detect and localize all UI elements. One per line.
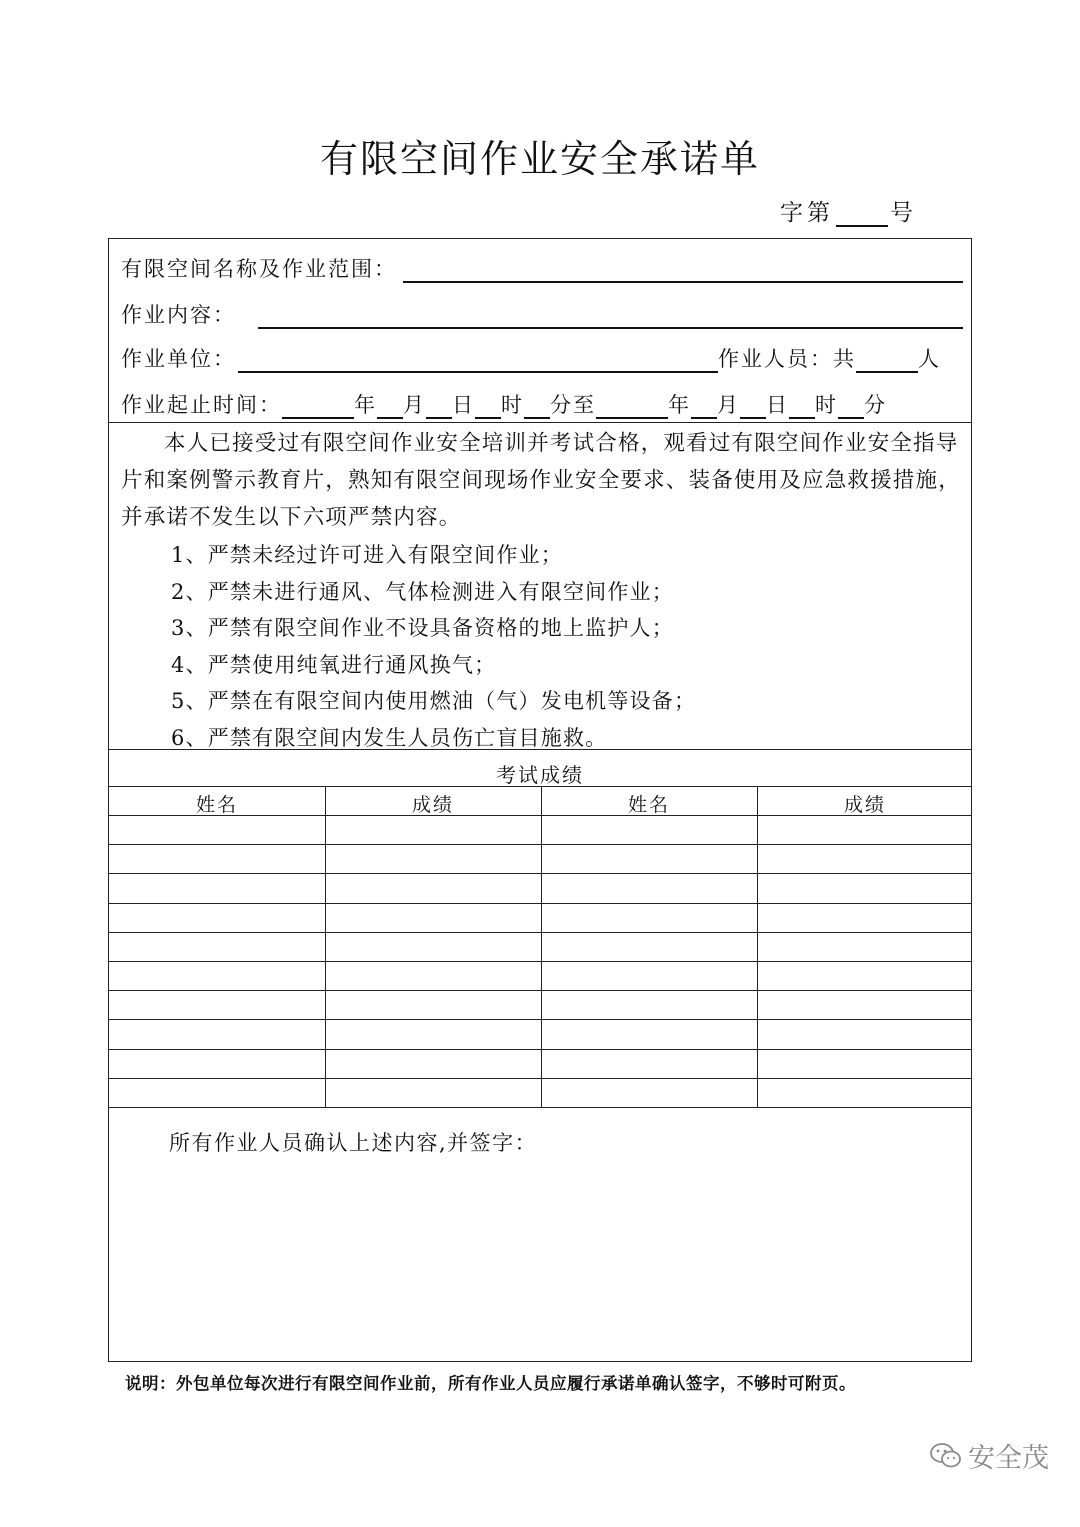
doc-no-suffix: 号 (890, 200, 917, 226)
score-cell[interactable] (757, 903, 973, 932)
name-cell[interactable] (541, 1078, 757, 1107)
prohibition-list (171, 537, 696, 756)
name-cell[interactable] (541, 873, 757, 902)
score-cell[interactable] (757, 990, 973, 1019)
prohibition-item: 5、严禁在有限空间内使用燃油（气）发电机等设备； (171, 689, 697, 713)
end-hour-field[interactable] (789, 395, 815, 419)
start-month-field[interactable] (377, 395, 403, 419)
space-name-label: 有限空间名称及作业范围： (121, 257, 397, 281)
commitment-form (108, 238, 972, 1362)
start-minute-field[interactable] (524, 395, 550, 419)
score-cell[interactable] (757, 873, 973, 902)
name-cell[interactable] (541, 990, 757, 1019)
score-cell[interactable] (757, 932, 973, 961)
name-cell[interactable] (109, 815, 325, 844)
score-cell[interactable] (325, 1049, 541, 1078)
personnel-label: 作业人员：共 (718, 347, 856, 371)
score-cell[interactable] (325, 873, 541, 902)
commitment-intro (121, 425, 971, 536)
document-number (780, 194, 917, 227)
score-cell[interactable] (757, 1078, 973, 1107)
wechat-icon (930, 1442, 962, 1470)
day-label: 日 (766, 393, 789, 417)
end-month-field[interactable] (691, 395, 717, 419)
col-header-score: 成绩 (843, 794, 886, 816)
score-cell[interactable] (325, 844, 541, 873)
prohibition-item: 6、严禁有限空间内发生人员伤亡盲目施救。 (171, 725, 608, 750)
name-cell[interactable] (109, 873, 325, 902)
name-cell[interactable] (541, 815, 757, 844)
score-cell[interactable] (757, 844, 973, 873)
end-minute-field[interactable] (838, 395, 864, 419)
time-label: 作业起止时间： (121, 393, 282, 417)
content-field[interactable] (258, 303, 963, 329)
score-cell[interactable] (757, 1019, 973, 1048)
prohibition-item: 2、严禁未进行通风、气体检测进入有限空间作业； (171, 579, 674, 604)
name-cell[interactable] (109, 1078, 325, 1107)
time-row (121, 389, 963, 419)
year-label: 年 (354, 393, 377, 417)
personnel-unit: 人 (918, 347, 941, 371)
name-cell[interactable] (541, 1019, 757, 1048)
name-cell[interactable] (541, 1049, 757, 1078)
hour-label: 时 (815, 393, 838, 417)
content-label: 作业内容： (121, 303, 236, 327)
confirm-text: 所有作业人员确认上述内容,并签字： (169, 1131, 538, 1155)
prohibition-item: 1、严禁未经过许可进入有限空间作业； (171, 543, 563, 567)
watermark (930, 1436, 1049, 1475)
scores-title: 考试成绩 (496, 763, 584, 787)
month-label: 月 (717, 393, 740, 417)
signature-area[interactable] (149, 1169, 931, 1339)
divider (109, 786, 971, 787)
start-hour-field[interactable] (475, 395, 501, 419)
name-cell[interactable] (541, 932, 757, 961)
name-cell[interactable] (541, 903, 757, 932)
score-cell[interactable] (325, 1078, 541, 1107)
name-cell[interactable] (109, 961, 325, 990)
name-cell[interactable] (109, 1019, 325, 1048)
score-cell[interactable] (757, 815, 973, 844)
score-cell[interactable] (325, 932, 541, 961)
col-header-score: 成绩 (411, 794, 454, 816)
content-row (121, 299, 963, 329)
end-day-field[interactable] (740, 395, 766, 419)
col-header-name: 姓名 (627, 794, 670, 816)
space-name-row (121, 253, 963, 283)
start-year-field[interactable] (282, 395, 354, 419)
doc-no-prefix: 字第 (780, 200, 834, 226)
page-title: 有限空间作业安全承诺单 (319, 137, 760, 181)
commitment-intro-text: 本人已接受过有限空间作业安全培训并考试合格，观看过有限空间作业安全指导片和案例警示教育片，熟知有限空间现场作业安全要求、装备使用及应急救援措施，并承诺不发生以下六项严禁内容。 (121, 431, 961, 530)
month-label: 月 (403, 393, 426, 417)
score-cell[interactable] (325, 815, 541, 844)
doc-no-blank[interactable] (836, 203, 888, 227)
name-cell[interactable] (109, 932, 325, 961)
table-row-line (109, 1107, 971, 1108)
divider (109, 749, 971, 750)
space-name-field[interactable] (403, 257, 963, 283)
watermark-text: 安全茂 (968, 1443, 1049, 1474)
hour-label: 时 (501, 393, 524, 417)
year-label: 年 (668, 393, 691, 417)
name-cell[interactable] (109, 903, 325, 932)
prohibition-item: 4、严禁使用纯氧进行通风换气； (171, 652, 497, 677)
start-day-field[interactable] (426, 395, 452, 419)
prohibition-item: 3、严禁有限空间作业不设具备资格的地上监护人； (171, 616, 674, 640)
score-cell[interactable] (325, 1019, 541, 1048)
footnote: 说明：外包单位每次进行有限空间作业前，所有作业人员应履行承诺单确认签字，不够时可附页。 (125, 1374, 856, 1393)
divider (109, 422, 971, 423)
score-cell[interactable] (325, 903, 541, 932)
name-cell[interactable] (109, 844, 325, 873)
score-cell[interactable] (325, 990, 541, 1019)
name-cell[interactable] (541, 844, 757, 873)
day-label: 日 (452, 393, 475, 417)
unit-label: 作业单位： (121, 347, 236, 371)
name-cell[interactable] (109, 1049, 325, 1078)
end-year-field[interactable] (596, 395, 668, 419)
score-cell[interactable] (757, 961, 973, 990)
minute-to-label: 分至 (550, 393, 596, 417)
name-cell[interactable] (109, 990, 325, 1019)
name-cell[interactable] (541, 961, 757, 990)
minute-label: 分 (864, 393, 887, 417)
score-cell[interactable] (325, 961, 541, 990)
unit-field[interactable] (238, 349, 718, 373)
col-header-name: 姓名 (195, 794, 238, 816)
unit-row (121, 343, 963, 373)
personnel-count-field[interactable] (856, 349, 918, 373)
score-cell[interactable] (757, 1049, 973, 1078)
